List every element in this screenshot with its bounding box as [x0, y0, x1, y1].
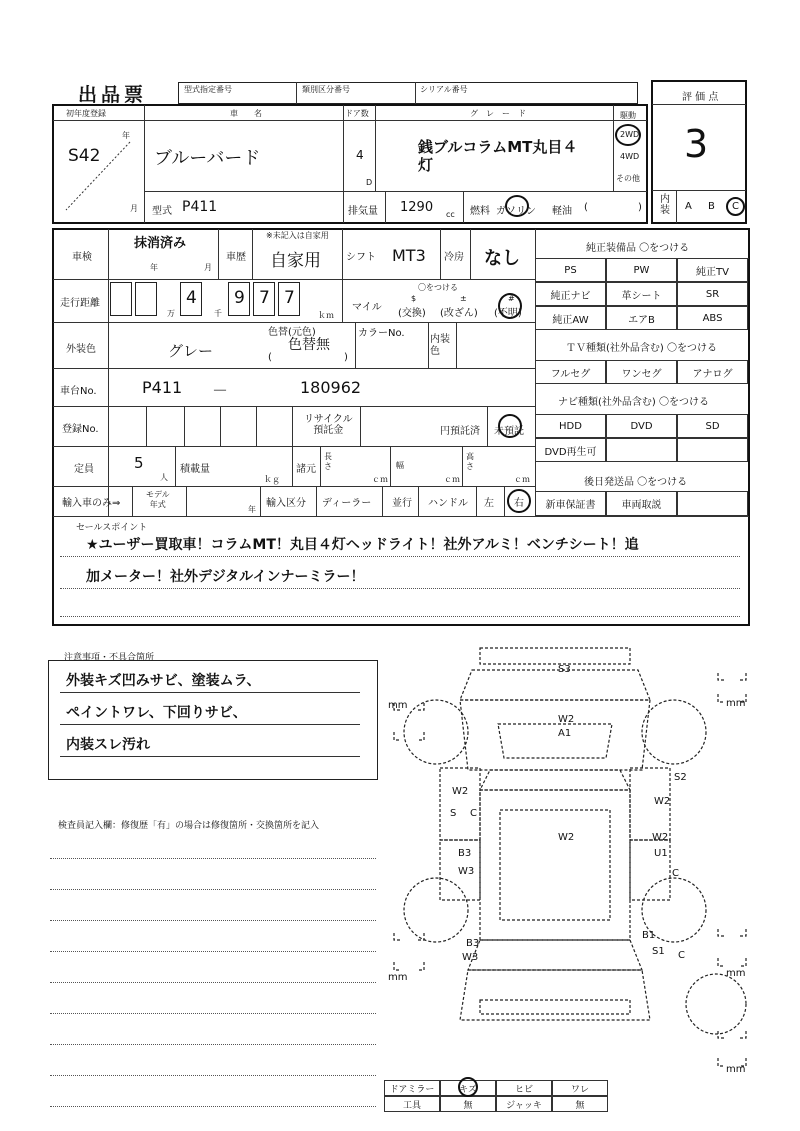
- mileage-label: 走行距離: [60, 298, 100, 309]
- bottom-table-cell: ドアミラー: [384, 1080, 440, 1096]
- id-numbers-row: [178, 82, 638, 104]
- bottom-table-cell: 無: [552, 1096, 608, 1112]
- damage-mark: C: [678, 950, 685, 961]
- damage-mark: S2: [674, 772, 687, 783]
- notes-line-1: 外装キズ凹みサビ、塗装ムラ、: [66, 673, 261, 689]
- sales-line-2: 加メーター！社外デジタルインナーミラー！: [86, 569, 365, 585]
- tv-title: ＴＶ種類(社外品含む) 〇をつける: [566, 343, 717, 354]
- shaken-month-label: 月: [204, 263, 212, 272]
- car-name-value: ブルーバード: [154, 148, 261, 169]
- tv-item: フルセグ: [535, 360, 606, 384]
- altered-label-1: ±: [460, 294, 467, 303]
- dims-label: 諸元: [296, 464, 316, 475]
- damage-mark: W2: [558, 714, 575, 725]
- tread-mm-label: mm: [726, 1064, 746, 1075]
- genuine-item: 純正AW: [535, 306, 606, 330]
- inspector-line: [50, 1075, 376, 1076]
- car-diagram: [380, 640, 760, 1100]
- shift-label: シフト: [346, 252, 376, 263]
- history-value: 自家用: [270, 251, 321, 271]
- genuine-item: PW: [606, 258, 677, 282]
- genuine-item: 純正TV: [677, 258, 748, 282]
- mileage-digit-6-value: 7: [284, 288, 295, 308]
- bottom-table-cell: ワレ: [552, 1080, 608, 1096]
- import-only-label: 輸入車のみ⇒: [62, 498, 121, 509]
- parallel-label: 並行: [392, 498, 412, 509]
- tread-mm-label: mm: [726, 968, 746, 979]
- bottom-table-cell: 工具: [384, 1096, 440, 1112]
- fuel-paren-close: ): [638, 202, 642, 213]
- category-number-label: 類別区分番号: [302, 85, 350, 94]
- model-year-label: モデル 年式: [146, 490, 170, 509]
- page-title: 出品票: [78, 84, 148, 106]
- doors-value: 4: [356, 148, 364, 162]
- height-unit: ｃｍ: [514, 475, 530, 484]
- first-reg-slash: [60, 136, 140, 216]
- mileage-unknown-circle: [498, 293, 522, 319]
- bottom-table-cell: ジャッキ: [496, 1096, 552, 1112]
- drive-label: 駆動: [620, 111, 636, 120]
- damage-mark: B3: [458, 848, 472, 859]
- mileage-km-label: ｋｍ: [318, 311, 334, 320]
- unknown-label-1: #: [508, 294, 515, 303]
- damage-mark: W2: [452, 786, 469, 797]
- damage-mark: S1: [652, 946, 665, 957]
- mileage-digit-4-value: 9: [234, 288, 245, 308]
- repaint-paren-close: ): [344, 352, 348, 363]
- fuel-label: 燃料: [470, 206, 490, 217]
- exterior-color-value: グレー: [168, 342, 214, 360]
- later-item: 新車保証書: [535, 491, 606, 516]
- displacement-unit: cc: [446, 210, 455, 219]
- ac-label: 冷房: [444, 252, 464, 263]
- damage-mark: S3: [558, 664, 571, 675]
- chassis-label: 車台No.: [60, 386, 97, 397]
- capacity-unit: 人: [160, 473, 168, 482]
- doors-unit: D: [366, 178, 373, 187]
- mileage-man-label: 万: [167, 309, 175, 318]
- inspector-line: [50, 889, 376, 890]
- later-title: 後日発送品 〇をつける: [584, 477, 688, 488]
- interior-grade-b: B: [708, 201, 715, 212]
- displacement-value: 1290: [400, 200, 434, 215]
- capacity-label: 定員: [74, 464, 94, 475]
- navi-item: SD: [677, 414, 748, 438]
- interior-grade-c-circle: [726, 197, 745, 216]
- interior-grade-c: C: [732, 201, 739, 212]
- inspector-label: 検査員記入欄：修復歴「有」の場合は修復箇所・交換箇所を記入: [58, 821, 320, 831]
- inspector-line: [50, 982, 376, 983]
- genuine-item: 純正ナビ: [535, 282, 606, 306]
- first-reg-year-label: 年: [122, 131, 130, 140]
- mileage-circle-note: 〇をつける: [418, 283, 458, 292]
- height-label: 高 さ: [466, 452, 474, 471]
- mile-label: マイル: [352, 302, 382, 313]
- mileage-sen-label: 千: [214, 309, 222, 318]
- ac-value: なし: [484, 248, 520, 269]
- recycle-label: リサイクル 預託金: [304, 414, 353, 436]
- grade-label: グ レ ー ド: [470, 109, 526, 118]
- chassis-number: 180962: [300, 378, 362, 397]
- type-label: 型式: [152, 206, 172, 217]
- handle-label: ハンドル: [428, 498, 468, 509]
- right-handle-circle: [507, 489, 531, 513]
- doors-label: ドア数: [345, 109, 369, 118]
- exterior-color-label: 外装色: [66, 344, 96, 355]
- load-unit: ｋｇ: [264, 475, 280, 484]
- history-label: 車歴: [226, 252, 246, 263]
- dealer-label: ディーラー: [322, 498, 372, 509]
- load-label: 積載量: [180, 464, 210, 475]
- repaint-label: 色替(元色): [268, 327, 316, 338]
- drive-4wd: 4WD: [620, 152, 640, 161]
- later-item: [677, 491, 748, 516]
- damage-mark: W2: [654, 796, 671, 807]
- first-reg-label: 初年度登録: [66, 109, 106, 118]
- interior-grade-a: A: [685, 201, 692, 212]
- sales-line-1: ★ユーザー買取車！コラムMT！丸目４灯ヘッドライト！社外アルミ！ベンチシート！追: [86, 537, 639, 553]
- damage-mark: W2: [558, 832, 575, 843]
- genuine-title: 純正装備品 〇をつける: [586, 243, 690, 254]
- damage-mark: W3: [458, 866, 475, 877]
- inspector-line: [50, 920, 376, 921]
- length-unit: ｃｍ: [372, 475, 388, 484]
- repaint-value: 色替無: [288, 337, 330, 353]
- chassis-prefix: P411: [142, 378, 183, 397]
- rating-label: 評 価 点: [682, 92, 719, 103]
- repaint-paren-open: (: [268, 352, 272, 363]
- chassis-dash: －: [212, 381, 229, 400]
- model-number-label: 型式指定番号: [184, 85, 232, 94]
- shaken-label: 車検: [72, 252, 92, 263]
- car-name-label: 車 名: [230, 109, 262, 118]
- shaken-value: 抹消済み: [134, 236, 187, 251]
- inspector-line: [50, 1013, 376, 1014]
- genuine-item: 革シート: [606, 282, 677, 306]
- shift-value: MT3: [392, 246, 426, 265]
- notes-label: 注意事項・不具合箇所: [64, 653, 155, 663]
- bottom-table-cell: キズ: [440, 1080, 496, 1096]
- damage-mark: C: [470, 808, 477, 819]
- fuel-gasoline-circle: [505, 195, 529, 217]
- damage-mark: W2: [652, 832, 669, 843]
- tread-mm-label: mm: [388, 972, 408, 983]
- history-note: ※未記入は自家用: [266, 231, 329, 240]
- interior-grade-label: 内 装: [660, 194, 670, 216]
- import-type-label: 輸入区分: [266, 498, 306, 509]
- damage-mark: S: [450, 808, 457, 819]
- exchange-label-1: $: [411, 294, 417, 303]
- right-label: 右: [514, 498, 524, 509]
- tread-mm-label: mm: [726, 698, 746, 709]
- damage-mark: W3: [462, 952, 479, 963]
- fuel-gasoline: ガソリン: [496, 206, 536, 217]
- serial-number-label: シリアル番号: [420, 85, 468, 94]
- shaken-year-label: 年: [150, 263, 158, 272]
- damage-mark: A1: [558, 728, 572, 739]
- displacement-label: 排気量: [348, 206, 378, 217]
- grade-value-2: 灯: [418, 156, 434, 174]
- capacity-value: 5: [134, 454, 144, 472]
- inspector-line: [50, 1044, 376, 1045]
- door-mirror-scratch-circle: [458, 1077, 478, 1097]
- bottom-table-cell: 無: [440, 1096, 496, 1112]
- navi-item: HDD: [535, 414, 606, 438]
- width-label: 幅: [396, 461, 404, 470]
- inspector-line: [50, 951, 376, 952]
- navi-title: ナビ種類(社外品含む) 〇をつける: [558, 397, 709, 408]
- tv-item: ワンセグ: [606, 360, 677, 384]
- damage-mark: C: [672, 868, 679, 879]
- exchange-label-2: (交換): [398, 308, 426, 319]
- length-label: 長 さ: [324, 452, 332, 471]
- damage-mark: B1: [642, 930, 656, 941]
- color-no-label: カラーNo.: [358, 328, 405, 339]
- mileage-digit-2: [135, 282, 157, 316]
- altered-label-2: (改ざん): [440, 308, 478, 319]
- notes-line-3: 内装スレ汚れ: [66, 737, 150, 753]
- navi-item: [606, 438, 677, 462]
- not-deposited-circle: [498, 414, 522, 438]
- navi-item: [677, 438, 748, 462]
- left-label: 左: [484, 498, 494, 509]
- later-item: 車両取説: [606, 491, 677, 516]
- type-value: P411: [182, 199, 218, 215]
- inspector-line: [50, 858, 376, 859]
- sales-label: セールスポイント: [76, 523, 148, 533]
- interior-color-label: 内装 色: [430, 334, 450, 357]
- genuine-item: ABS: [677, 306, 748, 330]
- first-reg-value: S42: [68, 146, 101, 166]
- rating-value: 3: [684, 122, 709, 166]
- not-deposited-label: 未預託: [494, 426, 524, 437]
- fuel-paren-open: (: [584, 202, 588, 213]
- tv-item: アナログ: [677, 360, 748, 384]
- model-year-unit: 年: [248, 505, 256, 514]
- mileage-digit-5-value: 7: [259, 288, 270, 308]
- reg-no-label: 登録No.: [62, 424, 99, 435]
- navi-item: DVD: [606, 414, 677, 438]
- drive-2wd-circle: [615, 124, 641, 146]
- unknown-label-2: (不明): [494, 308, 522, 319]
- genuine-item: PS: [535, 258, 606, 282]
- drive-other: その他: [616, 174, 640, 183]
- width-unit: ｃｍ: [444, 475, 460, 484]
- mileage-digit-1: [110, 282, 132, 316]
- fuel-light-oil: 軽油: [552, 206, 572, 217]
- notes-line-2: ペイントワレ、下回りサビ、: [66, 705, 247, 721]
- genuine-item: エアB: [606, 306, 677, 330]
- navi-item: DVD再生可: [535, 438, 606, 462]
- drive-2wd: 2WD: [620, 130, 640, 139]
- damage-mark: U1: [654, 848, 668, 859]
- tread-mm-label: mm: [388, 700, 408, 711]
- damage-mark: B3: [466, 938, 480, 949]
- genuine-item: SR: [677, 282, 748, 306]
- first-reg-month-label: 月: [130, 204, 138, 213]
- inspector-line: [50, 1106, 376, 1107]
- grade-value-1: 銭ブルコラムMT丸目４: [418, 138, 578, 156]
- yen-deposited-label: 円預託済: [440, 426, 480, 437]
- mileage-digit-3-value: 4: [186, 288, 197, 308]
- bottom-table-cell: ヒビ: [496, 1080, 552, 1096]
